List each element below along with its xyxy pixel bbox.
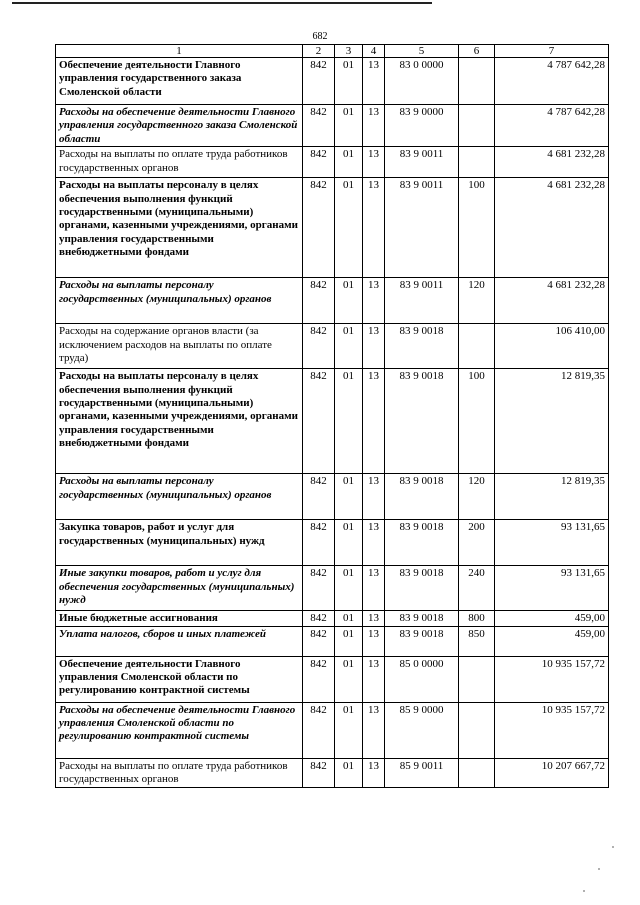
- row-amount: 12 819,35: [495, 369, 609, 474]
- row-section: 01: [335, 178, 363, 278]
- row-type: 850: [459, 626, 495, 656]
- column-header-4: 4: [363, 45, 385, 58]
- row-target: 83 9 0011: [385, 278, 459, 324]
- row-amount: 4 787 642,28: [495, 105, 609, 147]
- table-row: [56, 702, 609, 758]
- top-rule: [12, 2, 432, 4]
- row-amount: 4 787 642,28: [495, 58, 609, 105]
- row-amount: 12 819,35: [495, 474, 609, 520]
- row-target: 85 9 0011: [385, 758, 459, 787]
- column-header-2: 2: [303, 45, 335, 58]
- scan-speck: [598, 868, 600, 870]
- row-code: 842: [303, 324, 335, 369]
- row-section: 01: [335, 626, 363, 656]
- row-section: 01: [335, 147, 363, 178]
- budget-table: [55, 44, 609, 788]
- row-target: 85 0 0000: [385, 656, 459, 702]
- row-code: 842: [303, 758, 335, 787]
- row-code: 842: [303, 626, 335, 656]
- row-subsection: 13: [363, 758, 385, 787]
- row-subsection: 13: [363, 324, 385, 369]
- row-amount: 4 681 232,28: [495, 147, 609, 178]
- table-row: [56, 369, 609, 474]
- row-subsection: 13: [363, 702, 385, 758]
- row-type: [459, 702, 495, 758]
- column-header-5: 5: [385, 45, 459, 58]
- row-name: Обеспечение деятельности Главного управления государственного заказа Смоленской области: [56, 58, 303, 105]
- row-code: 842: [303, 611, 335, 626]
- scan-speck: [612, 846, 614, 848]
- row-name: Иные закупки товаров, работ и услуг для обеспечения государственных (муниципальных) нужд: [56, 566, 303, 611]
- row-section: 01: [335, 324, 363, 369]
- row-section: 01: [335, 702, 363, 758]
- row-type: [459, 147, 495, 178]
- row-target: 83 9 0018: [385, 324, 459, 369]
- row-type: [459, 656, 495, 702]
- row-type: [459, 58, 495, 105]
- row-code: 842: [303, 474, 335, 520]
- row-section: 01: [335, 105, 363, 147]
- row-subsection: 13: [363, 178, 385, 278]
- row-target: 83 9 0018: [385, 369, 459, 474]
- page-number: 682: [312, 31, 328, 42]
- row-name: Расходы на содержание органов власти (за исключением расходов на выплаты по оплате труда): [56, 324, 303, 369]
- row-target: 83 0 0000: [385, 58, 459, 105]
- row-amount: 106 410,00: [495, 324, 609, 369]
- row-subsection: 13: [363, 58, 385, 105]
- table-body: [56, 58, 609, 788]
- row-target: 83 9 0018: [385, 566, 459, 611]
- row-subsection: 13: [363, 474, 385, 520]
- row-target: 83 9 0011: [385, 147, 459, 178]
- row-name: Расходы на выплаты персоналу в целях обеспечения выполнения функций государственными (муниципальными) органами, казенными учреждениями, органами управления государственными внебюджетными фондами: [56, 369, 303, 474]
- column-header-6: 6: [459, 45, 495, 58]
- row-subsection: 13: [363, 611, 385, 626]
- row-target: 83 9 0018: [385, 520, 459, 566]
- table-row: [56, 178, 609, 278]
- row-target: 83 9 0018: [385, 474, 459, 520]
- row-target: 83 9 0000: [385, 105, 459, 147]
- row-subsection: 13: [363, 656, 385, 702]
- row-section: 01: [335, 474, 363, 520]
- row-subsection: 13: [363, 369, 385, 474]
- row-amount: 4 681 232,28: [495, 178, 609, 278]
- row-section: 01: [335, 58, 363, 105]
- row-code: 842: [303, 278, 335, 324]
- row-type: 120: [459, 474, 495, 520]
- row-amount: 93 131,65: [495, 520, 609, 566]
- row-amount: 93 131,65: [495, 566, 609, 611]
- row-subsection: 13: [363, 147, 385, 178]
- table-row: [56, 520, 609, 566]
- row-section: 01: [335, 369, 363, 474]
- row-name: Расходы на обеспечение деятельности Главного управления Смоленской области по регулированию контрактной системы: [56, 702, 303, 758]
- row-section: 01: [335, 566, 363, 611]
- row-target: 83 9 0018: [385, 611, 459, 626]
- row-type: 800: [459, 611, 495, 626]
- row-amount: 10 935 157,72: [495, 656, 609, 702]
- table-row: [56, 626, 609, 656]
- scan-speck: [583, 890, 585, 892]
- row-type: 100: [459, 369, 495, 474]
- row-name: Иные бюджетные ассигнования: [56, 611, 303, 626]
- row-amount: 10 935 157,72: [495, 702, 609, 758]
- row-section: 01: [335, 758, 363, 787]
- row-type: 240: [459, 566, 495, 611]
- row-name: Расходы на выплаты персоналу в целях обеспечения выполнения функций государственными (муниципальными) органами, казенными учреждениями, органами управления государственными внебюджетными фондами: [56, 178, 303, 278]
- row-section: 01: [335, 520, 363, 566]
- row-type: 120: [459, 278, 495, 324]
- row-type: [459, 105, 495, 147]
- row-type: 200: [459, 520, 495, 566]
- table-row: [56, 278, 609, 324]
- row-amount: 459,00: [495, 611, 609, 626]
- row-subsection: 13: [363, 520, 385, 566]
- table-row: [56, 758, 609, 787]
- table-row: [56, 105, 609, 147]
- row-section: 01: [335, 278, 363, 324]
- row-target: 85 9 0000: [385, 702, 459, 758]
- row-section: 01: [335, 611, 363, 626]
- row-code: 842: [303, 58, 335, 105]
- row-name: Уплата налогов, сборов и иных платежей: [56, 626, 303, 656]
- column-header-3: 3: [335, 45, 363, 58]
- row-subsection: 13: [363, 105, 385, 147]
- row-name: Расходы на выплаты персоналу государственных (муниципальных) органов: [56, 474, 303, 520]
- row-code: 842: [303, 147, 335, 178]
- table-row: [56, 324, 609, 369]
- row-code: 842: [303, 566, 335, 611]
- row-name: Обеспечение деятельности Главного управления Смоленской области по регулированию контрактной системы: [56, 656, 303, 702]
- row-name: Расходы на выплаты персоналу государственных (муниципальных) органов: [56, 278, 303, 324]
- row-section: 01: [335, 656, 363, 702]
- row-code: 842: [303, 105, 335, 147]
- column-header-7: 7: [495, 45, 609, 58]
- table-row: [56, 566, 609, 611]
- row-name: Закупка товаров, работ и услуг для государственных (муниципальных) нужд: [56, 520, 303, 566]
- column-header-1: 1: [56, 45, 303, 58]
- row-subsection: 13: [363, 626, 385, 656]
- header-row: [56, 45, 609, 58]
- row-name: Расходы на выплаты по оплате труда работников государственных органов: [56, 147, 303, 178]
- table-row: [56, 147, 609, 178]
- table-row: [56, 58, 609, 105]
- row-code: 842: [303, 520, 335, 566]
- row-name: Расходы на выплаты по оплате труда работников государственных органов: [56, 758, 303, 787]
- row-type: [459, 324, 495, 369]
- table-row: [56, 474, 609, 520]
- row-code: 842: [303, 656, 335, 702]
- row-code: 842: [303, 702, 335, 758]
- row-amount: 10 207 667,72: [495, 758, 609, 787]
- row-type: 100: [459, 178, 495, 278]
- row-type: [459, 758, 495, 787]
- row-target: 83 9 0018: [385, 626, 459, 656]
- table-row: [56, 656, 609, 702]
- row-code: 842: [303, 369, 335, 474]
- row-target: 83 9 0011: [385, 178, 459, 278]
- row-amount: 4 681 232,28: [495, 278, 609, 324]
- table-row: [56, 611, 609, 626]
- row-code: 842: [303, 178, 335, 278]
- row-subsection: 13: [363, 566, 385, 611]
- row-amount: 459,00: [495, 626, 609, 656]
- row-name: Расходы на обеспечение деятельности Главного управления государственного заказа Смоленской области: [56, 105, 303, 147]
- row-subsection: 13: [363, 278, 385, 324]
